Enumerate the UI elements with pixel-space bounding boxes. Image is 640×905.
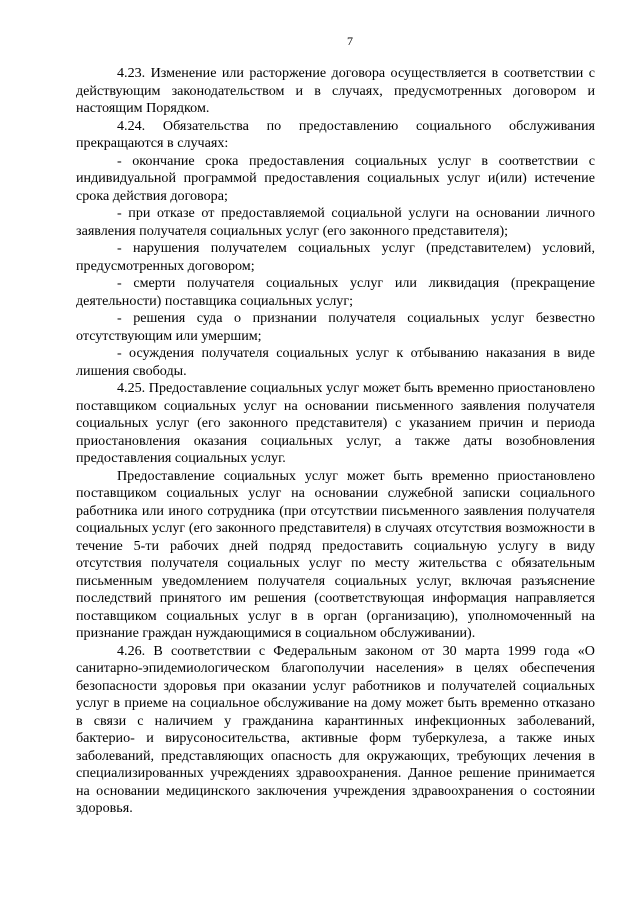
list-item: - окончание срока предоставления социальных услуг в соответствии с индивидуальной программой предоставления социальных услуг и(или) истечение срока действия договора; xyxy=(76,152,595,204)
list-item: - нарушения получателем социальных услуг (представителем) условий, предусмотренных договором; xyxy=(76,240,595,274)
list-item: - решения суда о признании получателя социальных услуг безвестно отсутствующим или умершим; xyxy=(76,310,595,344)
list-item: - смерти получателя социальных услуг или ликвидация (прекращение деятельности) поставщика социальных услуг; xyxy=(76,275,595,309)
list-item: - при отказе от предоставляемой социальной услуги на основании личного заявления получателя социальных услуг (его законного представителя); xyxy=(76,205,595,239)
clause-4-25: 4.25. Предоставление социальных услуг может быть временно приостановлено поставщиком социальных услуг на основании письменного заявления получателя социальных услуг (его законного представителя) с указанием причин и периода приостановления оказания социальных услуг, а также даты возобновления предоставления социальных услуг. xyxy=(76,380,595,466)
document-body xyxy=(76,65,595,818)
clause-4-25-continued: Предоставление социальных услуг может быть временно приостановлено поставщиком социальных услуг на основании служебной записки социального работника или иного сотрудника (при отсутствии письменного заявления получателя социальных услуг (его законного представителя) в случаях отсутствия возможности в течение 5-ти рабочих дней подряд предоставить социальную услугу в виду отсутствия получателя социальных услуг по месту жительства с обязательным письменным уведомлением получателя социальных услуг, включая разъяснение последствий принятого им решения (соответствующая информация направляется поставщиком социальных услуг в в орган (организацию), уполномоченный на признание граждан нуждающимися в социальном обслуживании). xyxy=(76,467,595,641)
page-number: 7 xyxy=(347,34,353,48)
clause-4-26: 4.26. В соответствии с Федеральным законом от 30 марта 1999 года «О санитарно-эпидемиологическом благополучии населения» в целях обеспечения безопасности здоровья при оказании услуг работников и получателей социальных услуг в приеме на социальное обслуживание на дому может быть временно отказано в связи с наличием у гражданина карантинных инфекционных заболеваний, бактерио- и вирусоносительства, активные форм туберкулеза, а также иных заболеваний, представляющих опасность для окружающих, требующих лечения в специализированных учреждениях здравоохранения. Данное решение принимается на основании медицинского заключения учреждения здравоохранения о состоянии здоровья. xyxy=(76,642,595,816)
clause-4-24: 4.24. Обязательства по предоставлению социального обслуживания прекращаются в случаях: xyxy=(76,117,595,151)
list-item: - осуждения получателя социальных услуг к отбыванию наказания в виде лишения свободы. xyxy=(76,345,595,379)
clause-4-23: 4.23. Изменение или расторжение договора осуществляется в соответствии с действующим законодательством и в случаях, предусмотренных договором и настоящим Порядком. xyxy=(76,65,595,116)
